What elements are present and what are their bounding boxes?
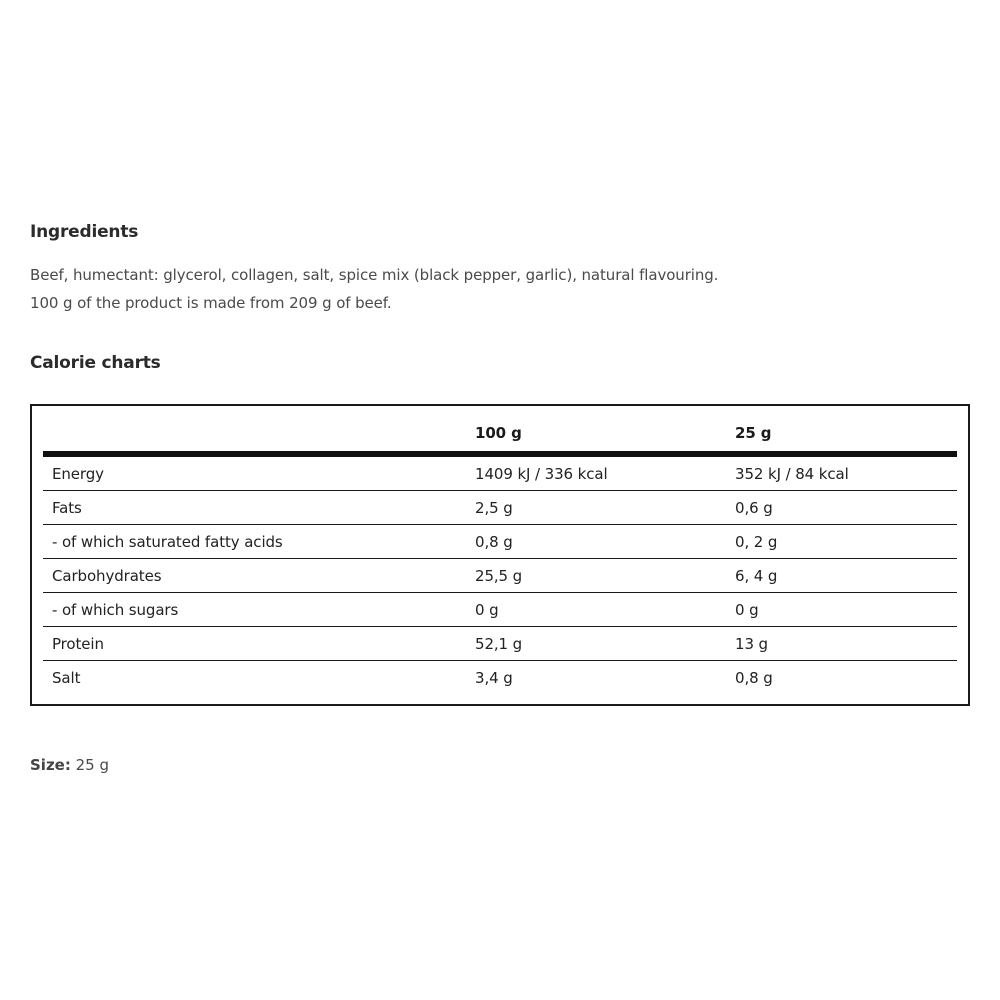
- table-row: [43, 627, 957, 661]
- nutrient-name: - of which sugars: [52, 601, 179, 619]
- ingredients-beef-note: 100 g of the product is made from 209 g of beef.: [30, 294, 392, 312]
- value-per-100g: 2,5 g: [475, 499, 513, 517]
- value-per-25g: 0,8 g: [735, 669, 773, 687]
- value-per-100g: 3,4 g: [475, 669, 513, 687]
- table-row: [43, 559, 957, 593]
- value-per-25g: 0 g: [735, 601, 759, 619]
- value-per-25g: 0, 2 g: [735, 533, 778, 551]
- table-header-row: [43, 406, 957, 457]
- nutrition-table: [43, 406, 957, 694]
- size-label: Size:: [30, 756, 71, 774]
- value-per-100g: 1409 kJ / 336 kcal: [475, 465, 608, 483]
- size-info: [30, 756, 109, 774]
- table-row: [43, 525, 957, 559]
- value-per-25g: 352 kJ / 84 kcal: [735, 465, 849, 483]
- value-per-25g: 6, 4 g: [735, 567, 778, 585]
- nutrient-name: Carbohydrates: [52, 567, 162, 585]
- table-row: [43, 661, 957, 694]
- value-per-100g: 52,1 g: [475, 635, 523, 653]
- nutrient-name: - of which saturated fatty acids: [52, 533, 283, 551]
- nutrition-table-box: [30, 404, 970, 706]
- nutrient-name: Energy: [52, 465, 104, 483]
- ingredients-text: Beef, humectant: glycerol, collagen, salt, spice mix (black pepper, garlic), natural flavouring.: [30, 266, 719, 284]
- value-per-100g: 0 g: [475, 601, 499, 619]
- nutrient-name: Protein: [52, 635, 104, 653]
- size-value: 25 g: [75, 756, 110, 774]
- value-per-25g: 0,6 g: [735, 499, 773, 517]
- value-per-100g: 25,5 g: [475, 567, 523, 585]
- table-row: [43, 491, 957, 525]
- calorie-charts-title: Calorie charts: [30, 353, 161, 373]
- nutrient-name: Salt: [52, 669, 81, 687]
- column-header-25g: 25 g: [735, 424, 772, 442]
- table-row: [43, 593, 957, 627]
- value-per-25g: 13 g: [735, 635, 768, 653]
- ingredients-title: Ingredients: [30, 222, 139, 242]
- column-header-100g: 100 g: [475, 424, 522, 442]
- table-row: [43, 457, 957, 491]
- value-per-100g: 0,8 g: [475, 533, 513, 551]
- nutrient-name: Fats: [52, 499, 82, 517]
